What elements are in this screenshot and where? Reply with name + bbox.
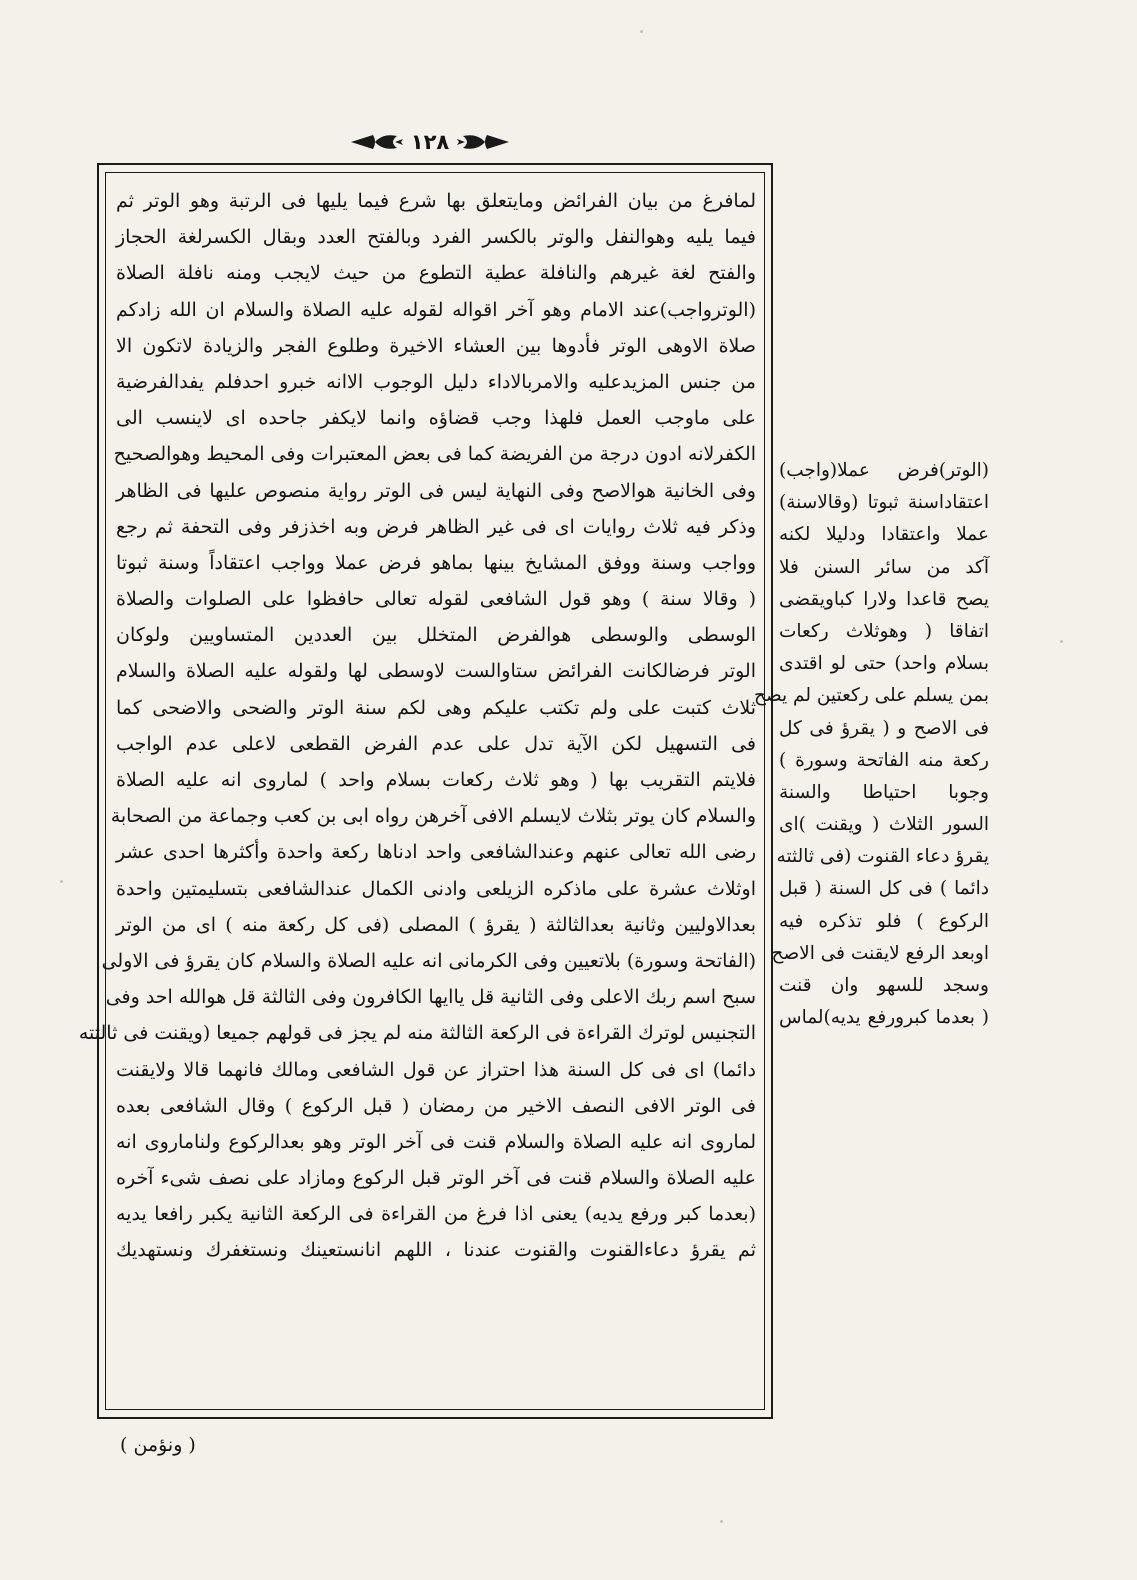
main-text-line: ثلاث كتبت على ولم تكتب عليكم وهى لكم سنة الوتر والضحى والاضحى كما bbox=[116, 696, 756, 719]
main-text-line: بعدالاوليين وثانية بعدالثالثة ( يقرؤ ) المصلى (فى كل ركعة منه ) اى من الوتر bbox=[116, 913, 756, 936]
main-text-frame bbox=[78, 163, 773, 1419]
margin-text-line: فى الاصح و ( يقرؤ فى كل bbox=[779, 717, 989, 739]
margin-text-line: الركوع ) فلو تذكره فيه bbox=[779, 910, 989, 932]
main-text-line: (الوترواجب)عند الامام وهو آخر اقواله لقوله عليه الصلاة والسلام ان الله زادكم bbox=[116, 298, 756, 321]
main-text-line: ( وقالا سنة ) وهو قول الشافعى لقوله تعالى حافظوا على الصلوات والصلاة bbox=[116, 588, 756, 611]
margin-text-line: يقرؤ دعاء القنوت (فى ثالثته bbox=[776, 846, 989, 868]
margin-text-line: ( بعدما كبرورفع يديه)لماس bbox=[779, 1007, 989, 1029]
margin-text-line: وجوبا احتياطا والسنة bbox=[779, 781, 989, 803]
main-text-line: وواجب وسنة ووفق المشايخ بينها بماهو فرض عملا وواجب اعتقاداً وسنة ثبوتا bbox=[116, 551, 756, 574]
main-text-line: اوثلاث عشرة على ماذكره الزيلعى وادنى الكمال عندالشافعى بتسليمتين واحدة bbox=[116, 877, 756, 900]
main-text-block bbox=[78, 172, 765, 1410]
main-text-line: (الفاتحة وسورة) بلاتعيين وفى الكرمانى انه عليه الصلاة والسلام كان يقرؤ فى الاولى bbox=[101, 949, 756, 972]
paper-speck bbox=[60, 880, 63, 883]
margin-text-line: ركعة منه الفاتحة وسورة ) bbox=[779, 749, 989, 771]
margin-text-line: عملا واعتقادا ودليلا لكنه bbox=[779, 524, 989, 546]
ornament-right-icon bbox=[351, 132, 403, 152]
page-number-text: ١٢٨ bbox=[410, 130, 450, 154]
main-text-line: التجنيس لوترك القراءة فى الركعة الثالثة منه لم يجز فى قولهم جميعا (ويقنت فى ثالثته bbox=[78, 1022, 756, 1045]
main-text-line: والسلام كان يوتر بثلاث لايسلم الافى آخرهن رواه ابى بن كعب وجماعة من الصحابة bbox=[110, 805, 756, 828]
margin-text-line: يصح قاعدا ولارا كباويقضى bbox=[779, 588, 989, 610]
main-text-line: دائما) اى فى كل السنة هذا احتراز عن قول الشافعى ومالك فانهما قالا ولايقنت bbox=[116, 1058, 756, 1081]
margin-text-line: بسلام واحد) حتى لو اقتدى bbox=[779, 653, 989, 675]
margin-text-line: اتفاقا ( وهوثلاث ركعات bbox=[779, 620, 989, 642]
margin-text-line: آكد من سائر السنن فلا bbox=[779, 556, 989, 578]
catchword: ( ونؤمن ) bbox=[120, 1434, 196, 1456]
margin-text-line: وسجد للسهو وان قنت bbox=[779, 975, 989, 996]
main-text-line: وفى الخانية هوالاصح وفى النهاية ليس فى الوتر رواية منصوص عليها فى الظاهر bbox=[116, 479, 756, 502]
paper-speck bbox=[720, 1520, 723, 1523]
main-text-line: الوتر فرضالكانت الفرائض ستاوالست لاوسطى لها ولقوله عليه الصلاة والسلام bbox=[116, 660, 756, 683]
main-text-line: الكفرلانه ادون درجة من الفريضة كما فى بعض المعتبرات وفى المحيط وهوالصحيح bbox=[113, 443, 756, 466]
margin-text-line: (الوتر)فرض عملا(واجب) bbox=[779, 460, 989, 481]
margin-text-line: السور الثلاث ( ويقنت )اى bbox=[779, 814, 989, 836]
main-text-line: فيما يليه وهوالنفل والوتر بالكسر الفرد وبالفتح العدد وبقال الكسرلغة الحجاز bbox=[116, 226, 756, 249]
paper-speck bbox=[640, 30, 643, 33]
main-text-line: الوسطى والوسطى هوالفرض المتخلل بين العددين المتساويين ولوكان bbox=[116, 624, 756, 647]
main-text-line: رضى الله تعالى عنهم وعندالشافعى واحد ادناها ركعة واحدة وأكثرها احدى عشر bbox=[116, 841, 756, 864]
main-text-line: فى التسهيل لكن الآية تدل على عدم الفرض القطعى لاعلى عدم الواجب bbox=[116, 732, 756, 755]
main-text-line: لمافرغ من بيان الفرائض ومايتعلق بها شرع فيما يليها فى الرتبة وهو الوتر ثم bbox=[116, 190, 756, 212]
margin-text-line: اوبعد الرفع لايقنت فى الاصح bbox=[771, 942, 989, 964]
paper-speck bbox=[1060, 640, 1063, 643]
main-text-line: فى الوتر الافى النصف الاخير من رمضان ( قبل الركوع ) وقال الشافعى بعده bbox=[116, 1094, 756, 1117]
main-text-line: صلاة الاوهى الوتر فأدوها بين العشاء الاخيرة وطلوع الفجر والزيادة لاتكون الا bbox=[116, 334, 756, 357]
main-text-line: عليه الصلاة والسلام قنت فى آخر الوتر قبل الركوع ومازاد على نصف شىء آخره bbox=[116, 1167, 756, 1190]
page-number bbox=[345, 122, 515, 162]
margin-text-line: دائما ) فى كل السنة ( قبل bbox=[779, 878, 989, 900]
main-text-line: والفتح لغة غيرهم والنافلة عطية التطوع من حيث لايجب ومنه نافلة الصلاة bbox=[116, 262, 756, 285]
main-text-line: من جنس المزيدعليه والامربالاداء دليل الوجوب الاانه خبرو احدفلم يفدالفرضية bbox=[116, 370, 756, 393]
main-text-line: لماروى انه عليه الصلاة والسلام قنت فى آخر الوتر وهو بعدالركوع ولناماروى انه bbox=[116, 1130, 756, 1153]
main-text-line: ثم يقرؤ دعاءالقنوت والقنوت عندنا ، اللهم انانستعينك ونستغفرك ونستهديك bbox=[116, 1239, 756, 1262]
main-text-line: (بعدما كبر ورفع يديه) يعنى اذا فرغ من القراءة فى الركعة الثانية يكبر رافعا يديه bbox=[116, 1203, 756, 1226]
main-text-line: فلايتم التقريب بها ( وهو ثلاث ركعات بسلام واحد ) لماروى انه عليه الصلاة bbox=[116, 769, 756, 791]
main-text-line: وذكر فيه ثلاث روايات اى فى غير الظاهر فرض وبه اخذزفر وفى التحفة ثم رجع bbox=[116, 515, 756, 538]
margin-text-line: بمن يسلم على ركعتين لم يصح bbox=[754, 685, 989, 707]
main-text-line: على ماوجب العمل فلهذا وجب قضاؤه وانما لايكفر جاحده اى لاينسب الى bbox=[116, 407, 756, 430]
ornament-left-icon bbox=[457, 132, 509, 152]
main-text-line: سبح اسم ربك الاعلى وفى الثانية قل ياايها الكافرون وفى الثالثة قل هوالله احد وفى bbox=[105, 986, 756, 1009]
margin-text-line: اعتقاداسنة ثبوتا (وقالاسنة) bbox=[779, 492, 989, 514]
margin-commentary bbox=[754, 455, 995, 1034]
